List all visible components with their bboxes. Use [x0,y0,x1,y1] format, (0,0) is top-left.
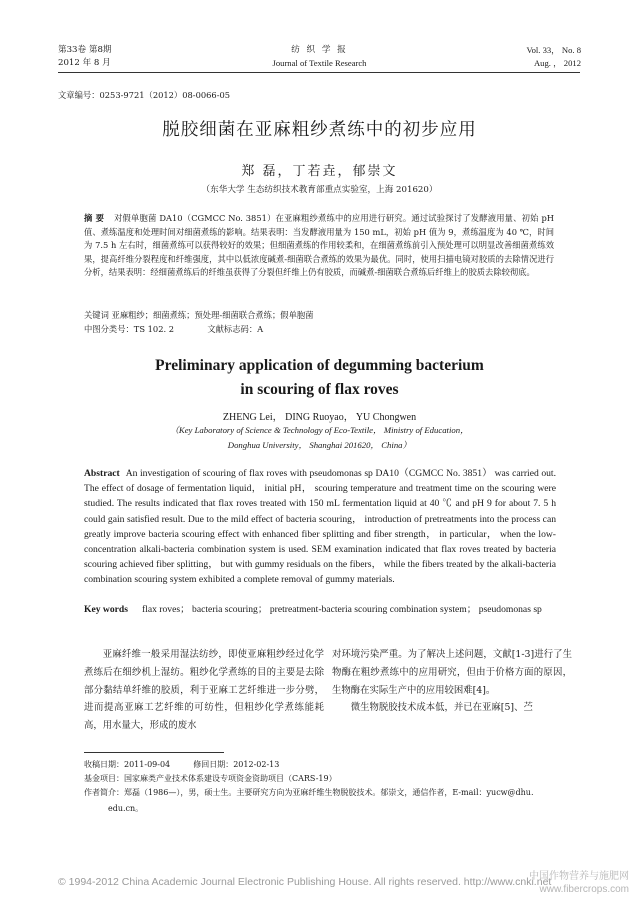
header-volume: 第33卷 第8期 [58,45,112,55]
received-label: 收稿日期： [84,760,124,769]
footnote-fund: 基金项目：国家麻类产业技术体系建设专项资金资助项目（CARS-19） [84,774,337,783]
doc-code-label: 文献标志码： [207,324,258,334]
body-right-paragraph-1: 对环境污染严重。为了解决上述问题，文献[1-3]进行了生物酶在粗纱煮练中的应用研究，但由于价格方面的原因，生物酶在实际生产中的应用较困难[4]。 [332,649,572,696]
authors-cn: 郑 磊，丁若垚，郁崇文 [241,164,398,179]
classification-line [84,323,263,335]
copyright-footer: © 1994-2012 China Academic Journal Electronic Publishing House. All rights reserved. http://www.cnki.net [58,876,552,888]
footnote-bio-1: 作者简介：郑磊（1986—），男，硕士生。主要研究方向为亚麻纤维生物脱胶技术。郁崇文，通信作者，E-mail：yucw@dhu. [84,788,534,797]
affiliation-en-line1: （Key Laboratory of Science & Technology of Eco-Textile， Ministry of Education， [170,425,469,435]
doc-code-value: A [257,324,264,334]
abstract-cn [84,212,554,280]
abstract-cn-text: 对假单胞菌 DA10（CGMCC No. 3851）在亚麻粗纱煮练中的应用进行研究。通过试验探讨了发酵液用量、初始 pH 值、煮练温度和处理时间对细菌煮练的影响。结果表明：当发酵液用量为 150 mL，初始 pH 值为 9，煮练温度为 40 ℃，时间为 7.5 h 左右时，细菌煮练可以获得较好的效果；但细菌煮练的作用较柔和，在细菌煮练前引入预处理可以明显改善细菌煮练效果，提高纤维分裂程度和纤维强度，其中以低浓度碱煮-细菌联合煮练的效果为最优。同时，使用扫描电镜对胶质的去除情况进行分析，结果表明：经细菌煮练后的纤维虽获得了分裂但纤维上仍有胶质，而碱煮-细菌联合煮练后纤维上的胶质去除较彻底。 [84,213,554,278]
header-date-en: Aug. ， 2012 [533,58,581,68]
header-date: 2012 年 8 月 [58,58,111,68]
title-en [0,354,639,402]
abstract-cn-label: 摘 要 [84,213,105,223]
body-column-right [332,646,572,717]
revised-date: 2012-02-13 [233,760,280,769]
clc-label: 中图分类号： [84,324,134,334]
keywords-en-label: Key words [84,604,128,615]
title-en-line2: in scouring of flax roves [240,381,399,398]
title-cn: 脱胶细菌在亚麻粗纱煮练中的初步应用 [162,120,477,140]
body-column-left: 亚麻纤维一般采用湿法纺纱，即使亚麻粗纱经过化学煮练后在细纱机上湿纺。粗纱化学煮练的目的主要是去除部分黏结单纤维的胶质，利于亚麻工艺纤维进一步分劈，进而提高亚麻工艺纤维的可纺性，但粗纱化学煮练能耗高，用水量大，形成的废水 [84,649,324,732]
title-en-line1: Preliminary application of degumming bacterium [155,357,484,374]
header-rule [58,72,580,73]
footnote-bio-2: edu.cn。 [108,804,144,813]
watermark-line2: www.fibercrops.com [539,884,629,895]
header-journal-en: Journal of Textile Research [272,58,367,68]
keywords-cn: 关键词 亚麻粗纱；细菌煮练；预处理-细菌联合煮练；假单胞菌 [84,310,314,320]
body-right-paragraph-2: 微生物脱胶技术成本低，并已在亚麻[5]、苎 [350,702,533,714]
watermark [529,870,629,896]
affiliation-en [0,423,639,453]
article-number: 文章编号：0253-9721（2012）08-0066-05 [58,90,231,100]
authors-en: ZHENG Lei， DING Ruoyao， YU Chongwen [222,412,417,423]
keywords-en [84,603,556,617]
footnote-dates [84,758,554,772]
footnote-rule [84,752,224,753]
abstract-en [84,466,556,588]
abstract-en-text: An investigation of scouring of flax roves with pseudomonas sp DA10（CGMCC No. 3851） was carried out. The effect of dosage of fermentation liquid， initial pH， scouring temperature and treatment time on the scouring were studied. The results indicated that flax roves treated with 150 mL fermentation liquid at 40 ℃ and pH 9 for about 7. 5 h could gain satisfied result. Due to the mild effect of bacteria scouring， introduction of pretreatments into the process can greatly improve bacteria scouring effect with enhanced fiber splitting and fiber strength， in particular， when the low-concentration alkali-bacteria combination system is used. SEM examination indicated that flax roves treated by bacteria scouring achieved fiber splitting， but with gummy residuals on the fibers， while the fibers treated by the alkali-bacteria combination scouring system exhibited a complete removal of gummy materials. [84,468,556,586]
abstract-en-label: Abstract [84,468,120,479]
keywords-en-text: flax roves； bacteria scouring； pretreatment-bacteria scouring combination system； pseudomonas sp [141,604,542,615]
revised-label: 修回日期： [193,760,234,769]
clc-value: TS 102. 2 [133,324,175,334]
received-date: 2011-09-04 [124,760,171,769]
affiliation-en-line2: Donghua University， Shanghai 201620， China） [227,440,412,450]
header-vol-en: Vol. 33， No. 8 [526,45,581,55]
affiliation-cn: （东华大学 生态纺织技术教育部重点实验室，上海 201620） [201,185,438,195]
header-journal-cn: 纺 织 学 报 [291,45,348,55]
watermark-line1: 中国作物营养与施肥网 [529,871,629,882]
